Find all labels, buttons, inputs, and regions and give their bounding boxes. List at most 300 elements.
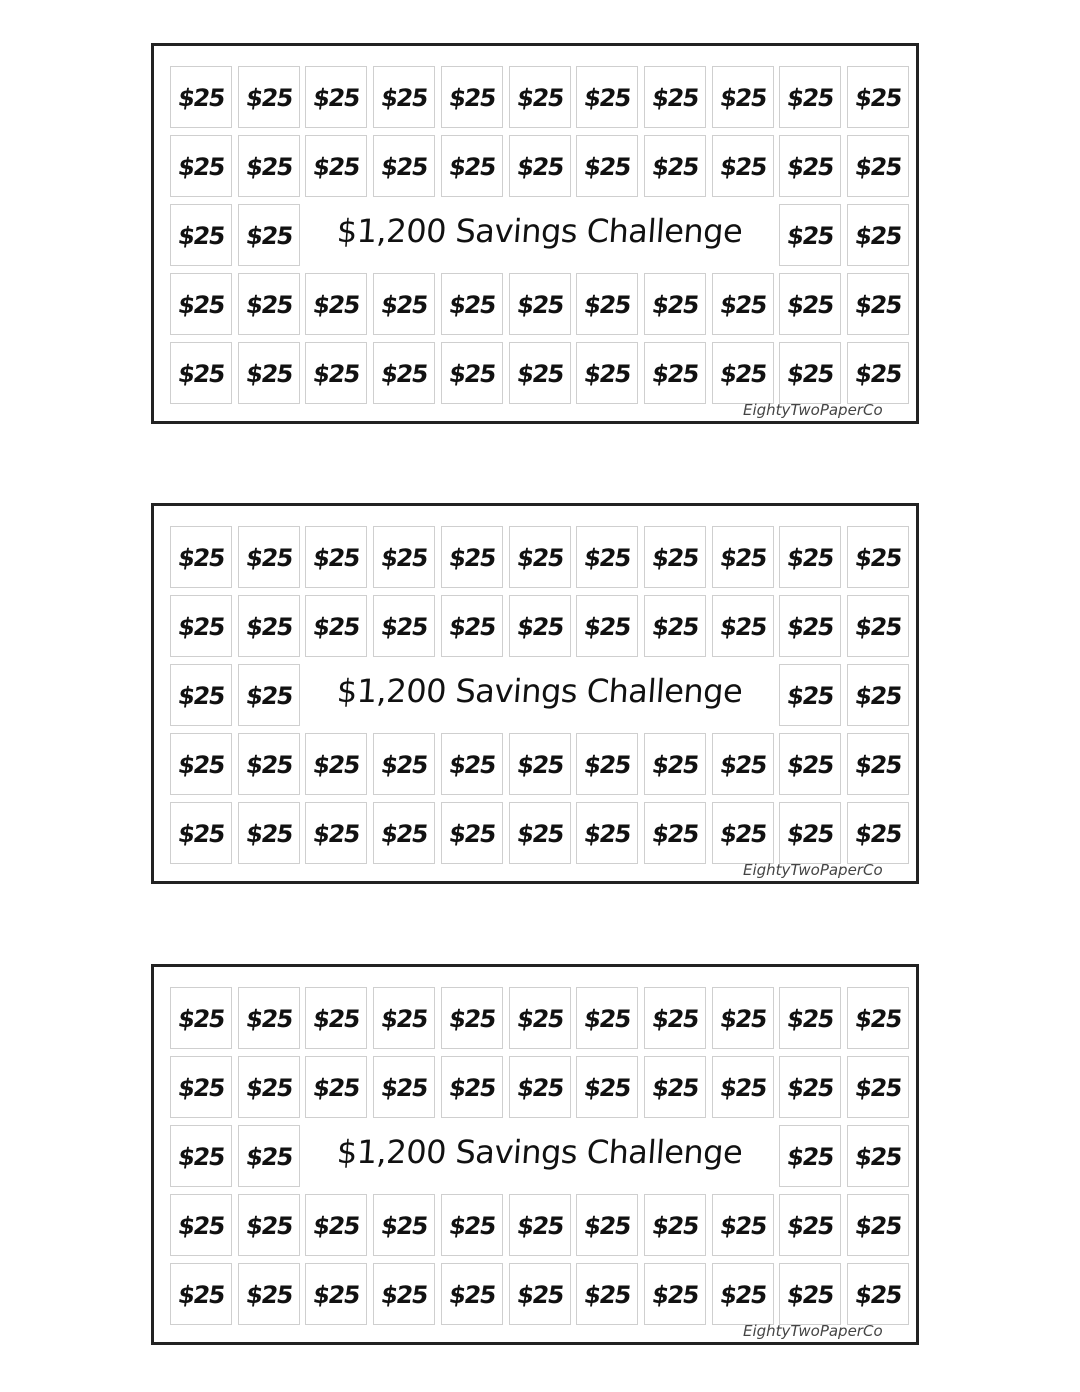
savings-amount: $25 <box>853 222 903 251</box>
savings-box[interactable] <box>509 1194 571 1256</box>
savings-amount: $25 <box>176 1281 226 1310</box>
savings-amount: $25 <box>447 751 497 780</box>
savings-box[interactable] <box>779 204 841 266</box>
savings-amount: $25 <box>243 1005 294 1034</box>
savings-amount: $25 <box>311 613 362 642</box>
savings-amount: $25 <box>311 1281 362 1310</box>
savings-box[interactable] <box>779 802 841 864</box>
savings-amount: $25 <box>717 291 768 320</box>
savings-box[interactable] <box>644 595 706 657</box>
savings-amount: $25 <box>785 682 836 711</box>
savings-box[interactable] <box>644 1194 706 1256</box>
savings-amount: $25 <box>717 820 768 849</box>
savings-box[interactable] <box>779 135 841 197</box>
savings-box[interactable] <box>847 204 909 266</box>
savings-amount: $25 <box>582 153 632 182</box>
savings-amount: $25 <box>447 1212 497 1241</box>
savings-amount: $25 <box>379 1005 429 1034</box>
savings-amount: $25 <box>853 1143 903 1172</box>
savings-box[interactable] <box>712 1056 774 1118</box>
savings-box[interactable] <box>238 66 300 128</box>
savings-box[interactable] <box>170 733 232 795</box>
savings-amount: $25 <box>785 751 836 780</box>
savings-amount: $25 <box>785 153 836 182</box>
savings-box[interactable] <box>712 595 774 657</box>
savings-box[interactable] <box>238 733 300 795</box>
savings-box[interactable] <box>238 802 300 864</box>
savings-amount: $25 <box>582 820 632 849</box>
savings-box[interactable] <box>170 802 232 864</box>
savings-amount: $25 <box>514 360 565 389</box>
savings-box[interactable] <box>576 526 638 588</box>
savings-amount: $25 <box>717 1074 768 1103</box>
savings-amount: $25 <box>176 820 226 849</box>
savings-box[interactable] <box>847 273 909 335</box>
savings-amount: $25 <box>650 820 700 849</box>
savings-amount: $25 <box>379 1074 429 1103</box>
savings-amount: $25 <box>176 1143 226 1172</box>
savings-box[interactable] <box>576 135 638 197</box>
savings-box[interactable] <box>779 1125 841 1187</box>
savings-amount: $25 <box>853 682 903 711</box>
savings-amount: $25 <box>785 291 836 320</box>
savings-box[interactable] <box>238 664 300 726</box>
savings-box[interactable] <box>305 733 367 795</box>
savings-box[interactable] <box>305 66 367 128</box>
savings-box[interactable] <box>170 987 232 1049</box>
savings-amount: $25 <box>379 751 429 780</box>
savings-amount: $25 <box>650 153 700 182</box>
savings-amount: $25 <box>717 1005 768 1034</box>
savings-amount: $25 <box>379 84 429 113</box>
savings-box[interactable] <box>712 273 774 335</box>
savings-box[interactable] <box>712 1263 774 1325</box>
savings-amount: $25 <box>785 1005 836 1034</box>
savings-amount: $25 <box>582 544 632 573</box>
savings-amount: $25 <box>447 613 497 642</box>
savings-amount: $25 <box>447 84 497 113</box>
savings-amount: $25 <box>582 291 632 320</box>
savings-amount: $25 <box>176 751 226 780</box>
savings-amount: $25 <box>379 1281 429 1310</box>
savings-box[interactable] <box>305 1263 367 1325</box>
savings-box[interactable] <box>712 802 774 864</box>
savings-amount: $25 <box>853 820 903 849</box>
savings-box[interactable] <box>373 987 435 1049</box>
savings-box[interactable] <box>576 987 638 1049</box>
savings-box[interactable] <box>779 595 841 657</box>
savings-amount: $25 <box>582 84 632 113</box>
savings-box[interactable] <box>576 1194 638 1256</box>
savings-amount: $25 <box>853 153 903 182</box>
savings-amount: $25 <box>582 360 632 389</box>
savings-amount: $25 <box>243 153 294 182</box>
savings-box[interactable] <box>305 987 367 1049</box>
savings-box[interactable] <box>644 1263 706 1325</box>
savings-amount: $25 <box>785 222 836 251</box>
savings-grid <box>170 66 909 411</box>
savings-box[interactable] <box>441 802 503 864</box>
savings-card <box>151 43 919 424</box>
savings-amount: $25 <box>582 751 632 780</box>
savings-amount: $25 <box>311 153 362 182</box>
savings-amount: $25 <box>243 291 294 320</box>
savings-box[interactable] <box>847 66 909 128</box>
savings-box[interactable] <box>170 526 232 588</box>
savings-amount: $25 <box>311 291 362 320</box>
savings-amount: $25 <box>176 1212 226 1241</box>
savings-box[interactable] <box>441 1056 503 1118</box>
savings-box[interactable] <box>509 66 571 128</box>
savings-amount: $25 <box>785 1212 836 1241</box>
savings-box[interactable] <box>373 1056 435 1118</box>
savings-amount: $25 <box>717 613 768 642</box>
savings-amount: $25 <box>243 84 294 113</box>
savings-card <box>151 964 919 1345</box>
savings-amount: $25 <box>447 360 497 389</box>
savings-box[interactable] <box>779 664 841 726</box>
savings-amount: $25 <box>785 84 836 113</box>
savings-amount: $25 <box>176 360 226 389</box>
savings-box[interactable] <box>847 1125 909 1187</box>
savings-amount: $25 <box>379 153 429 182</box>
savings-box[interactable] <box>238 1125 300 1187</box>
savings-box[interactable] <box>305 595 367 657</box>
savings-amount: $25 <box>650 751 700 780</box>
savings-amount: $25 <box>514 84 565 113</box>
savings-box[interactable] <box>847 342 909 404</box>
savings-amount: $25 <box>176 291 226 320</box>
savings-amount: $25 <box>582 1005 632 1034</box>
savings-box[interactable] <box>238 135 300 197</box>
savings-amount: $25 <box>243 613 294 642</box>
savings-amount: $25 <box>853 1074 903 1103</box>
savings-amount: $25 <box>853 1212 903 1241</box>
savings-box[interactable] <box>238 342 300 404</box>
savings-box[interactable] <box>509 342 571 404</box>
savings-amount: $25 <box>379 360 429 389</box>
savings-amount: $25 <box>447 291 497 320</box>
savings-box[interactable] <box>712 1194 774 1256</box>
savings-amount: $25 <box>379 291 429 320</box>
savings-amount: $25 <box>379 1212 429 1241</box>
savings-amount: $25 <box>853 1005 903 1034</box>
savings-box[interactable] <box>170 1194 232 1256</box>
savings-amount: $25 <box>853 613 903 642</box>
savings-box[interactable] <box>847 1056 909 1118</box>
savings-box[interactable] <box>644 987 706 1049</box>
savings-box[interactable] <box>373 1194 435 1256</box>
savings-box[interactable] <box>373 733 435 795</box>
savings-box[interactable] <box>170 1056 232 1118</box>
savings-box[interactable] <box>441 526 503 588</box>
savings-box[interactable] <box>509 1263 571 1325</box>
savings-amount: $25 <box>311 1005 362 1034</box>
savings-box[interactable] <box>644 802 706 864</box>
challenge-title <box>306 200 773 262</box>
savings-amount: $25 <box>514 820 565 849</box>
savings-box[interactable] <box>847 135 909 197</box>
savings-amount: $25 <box>447 1074 497 1103</box>
savings-amount: $25 <box>650 360 700 389</box>
savings-amount: $25 <box>176 222 226 251</box>
savings-amount: $25 <box>514 613 565 642</box>
savings-amount: $25 <box>514 153 565 182</box>
savings-amount: $25 <box>311 360 362 389</box>
savings-box[interactable] <box>847 1263 909 1325</box>
savings-amount: $25 <box>582 1074 632 1103</box>
savings-box[interactable] <box>441 1194 503 1256</box>
savings-box[interactable] <box>373 802 435 864</box>
savings-box[interactable] <box>170 1125 232 1187</box>
brand-credit: EightyTwoPaperCo <box>743 401 883 419</box>
savings-amount: $25 <box>853 544 903 573</box>
savings-amount: $25 <box>176 84 226 113</box>
savings-amount: $25 <box>176 153 226 182</box>
savings-amount: $25 <box>514 291 565 320</box>
savings-box[interactable] <box>373 135 435 197</box>
savings-box[interactable] <box>170 204 232 266</box>
savings-box[interactable] <box>847 664 909 726</box>
savings-amount: $25 <box>785 360 836 389</box>
savings-box[interactable] <box>305 273 367 335</box>
savings-box[interactable] <box>779 987 841 1049</box>
savings-box[interactable] <box>779 1056 841 1118</box>
savings-amount: $25 <box>243 751 294 780</box>
savings-amount: $25 <box>582 1212 632 1241</box>
savings-box[interactable] <box>712 135 774 197</box>
savings-box[interactable] <box>238 204 300 266</box>
savings-amount: $25 <box>176 1005 226 1034</box>
savings-box[interactable] <box>509 595 571 657</box>
savings-amount: $25 <box>582 1281 632 1310</box>
savings-box[interactable] <box>576 595 638 657</box>
savings-amount: $25 <box>514 1005 565 1034</box>
savings-amount: $25 <box>447 544 497 573</box>
savings-box[interactable] <box>509 802 571 864</box>
savings-box[interactable] <box>373 526 435 588</box>
savings-box[interactable] <box>509 526 571 588</box>
savings-amount: $25 <box>311 820 362 849</box>
savings-box[interactable] <box>712 733 774 795</box>
savings-amount: $25 <box>717 544 768 573</box>
savings-box[interactable] <box>238 987 300 1049</box>
savings-grid <box>170 987 909 1332</box>
savings-box[interactable] <box>170 595 232 657</box>
savings-card <box>151 503 919 884</box>
savings-box[interactable] <box>779 1263 841 1325</box>
savings-amount: $25 <box>379 820 429 849</box>
savings-amount: $25 <box>785 544 836 573</box>
savings-box[interactable] <box>373 273 435 335</box>
savings-grid <box>170 526 909 871</box>
savings-amount: $25 <box>785 820 836 849</box>
savings-box[interactable] <box>779 273 841 335</box>
savings-box[interactable] <box>305 802 367 864</box>
brand-credit: EightyTwoPaperCo <box>743 861 883 879</box>
savings-box[interactable] <box>509 1056 571 1118</box>
savings-amount: $25 <box>311 544 362 573</box>
savings-amount: $25 <box>514 751 565 780</box>
savings-box[interactable] <box>441 273 503 335</box>
savings-box[interactable] <box>779 1194 841 1256</box>
savings-box[interactable] <box>373 1263 435 1325</box>
savings-amount: $25 <box>853 1281 903 1310</box>
savings-amount: $25 <box>717 751 768 780</box>
savings-box[interactable] <box>644 66 706 128</box>
savings-amount: $25 <box>243 682 294 711</box>
savings-amount: $25 <box>514 1281 565 1310</box>
savings-amount: $25 <box>717 1212 768 1241</box>
savings-amount: $25 <box>243 1074 294 1103</box>
savings-amount: $25 <box>447 820 497 849</box>
savings-box[interactable] <box>509 135 571 197</box>
savings-box[interactable] <box>576 1056 638 1118</box>
savings-amount: $25 <box>243 360 294 389</box>
savings-amount: $25 <box>379 544 429 573</box>
savings-box[interactable] <box>712 342 774 404</box>
savings-amount: $25 <box>514 1074 565 1103</box>
savings-box[interactable] <box>441 135 503 197</box>
savings-box[interactable] <box>238 595 300 657</box>
savings-box[interactable] <box>847 733 909 795</box>
savings-amount: $25 <box>650 1281 700 1310</box>
savings-box[interactable] <box>576 1263 638 1325</box>
savings-amount: $25 <box>447 1005 497 1034</box>
savings-amount: $25 <box>514 544 565 573</box>
savings-amount: $25 <box>785 613 836 642</box>
savings-box[interactable] <box>305 1056 367 1118</box>
savings-amount: $25 <box>243 544 294 573</box>
savings-box[interactable] <box>576 66 638 128</box>
savings-amount: $25 <box>853 291 903 320</box>
savings-box[interactable] <box>644 526 706 588</box>
savings-box[interactable] <box>576 342 638 404</box>
challenge-title-text: $1,200 Savings Challenge <box>335 1133 744 1171</box>
challenge-title <box>306 660 773 722</box>
savings-box[interactable] <box>170 273 232 335</box>
savings-box[interactable] <box>373 66 435 128</box>
savings-box[interactable] <box>441 987 503 1049</box>
savings-amount: $25 <box>853 84 903 113</box>
savings-amount: $25 <box>176 682 226 711</box>
savings-box[interactable] <box>238 1056 300 1118</box>
savings-box[interactable] <box>441 595 503 657</box>
savings-box[interactable] <box>305 526 367 588</box>
savings-box[interactable] <box>644 1056 706 1118</box>
savings-box[interactable] <box>644 733 706 795</box>
savings-box[interactable] <box>644 342 706 404</box>
savings-box[interactable] <box>509 273 571 335</box>
savings-amount: $25 <box>650 84 700 113</box>
savings-amount: $25 <box>650 1005 700 1034</box>
savings-amount: $25 <box>243 222 294 251</box>
challenge-title-text: $1,200 Savings Challenge <box>335 672 744 710</box>
savings-box[interactable] <box>170 1263 232 1325</box>
savings-box[interactable] <box>170 342 232 404</box>
savings-box[interactable] <box>373 342 435 404</box>
savings-amount: $25 <box>311 1212 362 1241</box>
savings-amount: $25 <box>785 1281 836 1310</box>
savings-box[interactable] <box>779 66 841 128</box>
savings-box[interactable] <box>509 987 571 1049</box>
savings-box[interactable] <box>847 1194 909 1256</box>
savings-amount: $25 <box>785 1143 836 1172</box>
savings-amount: $25 <box>650 1074 700 1103</box>
savings-box[interactable] <box>305 1194 367 1256</box>
savings-box[interactable] <box>238 1194 300 1256</box>
savings-box[interactable] <box>644 135 706 197</box>
savings-amount: $25 <box>243 820 294 849</box>
savings-box[interactable] <box>847 802 909 864</box>
savings-amount: $25 <box>853 360 903 389</box>
savings-box[interactable] <box>847 595 909 657</box>
savings-amount: $25 <box>447 1281 497 1310</box>
savings-amount: $25 <box>243 1281 294 1310</box>
savings-amount: $25 <box>717 84 768 113</box>
savings-amount: $25 <box>176 1074 226 1103</box>
challenge-title-text: $1,200 Savings Challenge <box>335 212 744 250</box>
savings-box[interactable] <box>509 733 571 795</box>
savings-box[interactable] <box>441 342 503 404</box>
savings-box[interactable] <box>305 135 367 197</box>
savings-amount: $25 <box>176 613 226 642</box>
savings-box[interactable] <box>712 987 774 1049</box>
savings-box[interactable] <box>712 66 774 128</box>
savings-box[interactable] <box>779 342 841 404</box>
brand-credit: EightyTwoPaperCo <box>743 1322 883 1340</box>
savings-amount: $25 <box>650 613 700 642</box>
savings-box[interactable] <box>576 273 638 335</box>
savings-box[interactable] <box>238 273 300 335</box>
savings-box[interactable] <box>644 273 706 335</box>
savings-box[interactable] <box>576 733 638 795</box>
savings-box[interactable] <box>305 342 367 404</box>
savings-box[interactable] <box>170 664 232 726</box>
savings-amount: $25 <box>650 544 700 573</box>
savings-box[interactable] <box>238 526 300 588</box>
savings-amount: $25 <box>243 1212 294 1241</box>
savings-box[interactable] <box>779 733 841 795</box>
savings-amount: $25 <box>650 291 700 320</box>
savings-amount: $25 <box>379 613 429 642</box>
savings-amount: $25 <box>650 1212 700 1241</box>
savings-amount: $25 <box>447 153 497 182</box>
savings-box[interactable] <box>847 526 909 588</box>
savings-amount: $25 <box>243 1143 294 1172</box>
savings-amount: $25 <box>514 1212 565 1241</box>
savings-box[interactable] <box>441 733 503 795</box>
savings-box[interactable] <box>441 1263 503 1325</box>
savings-amount: $25 <box>311 751 362 780</box>
savings-amount: $25 <box>785 1074 836 1103</box>
savings-amount: $25 <box>853 751 903 780</box>
savings-amount: $25 <box>717 360 768 389</box>
challenge-title <box>306 1121 773 1183</box>
savings-box[interactable] <box>712 526 774 588</box>
savings-amount: $25 <box>176 544 226 573</box>
savings-box[interactable] <box>170 66 232 128</box>
savings-box[interactable] <box>847 987 909 1049</box>
savings-box[interactable] <box>441 66 503 128</box>
savings-amount: $25 <box>582 613 632 642</box>
savings-box[interactable] <box>576 802 638 864</box>
savings-amount: $25 <box>717 1281 768 1310</box>
savings-box[interactable] <box>238 1263 300 1325</box>
savings-box[interactable] <box>373 595 435 657</box>
savings-box[interactable] <box>779 526 841 588</box>
savings-box[interactable] <box>170 135 232 197</box>
